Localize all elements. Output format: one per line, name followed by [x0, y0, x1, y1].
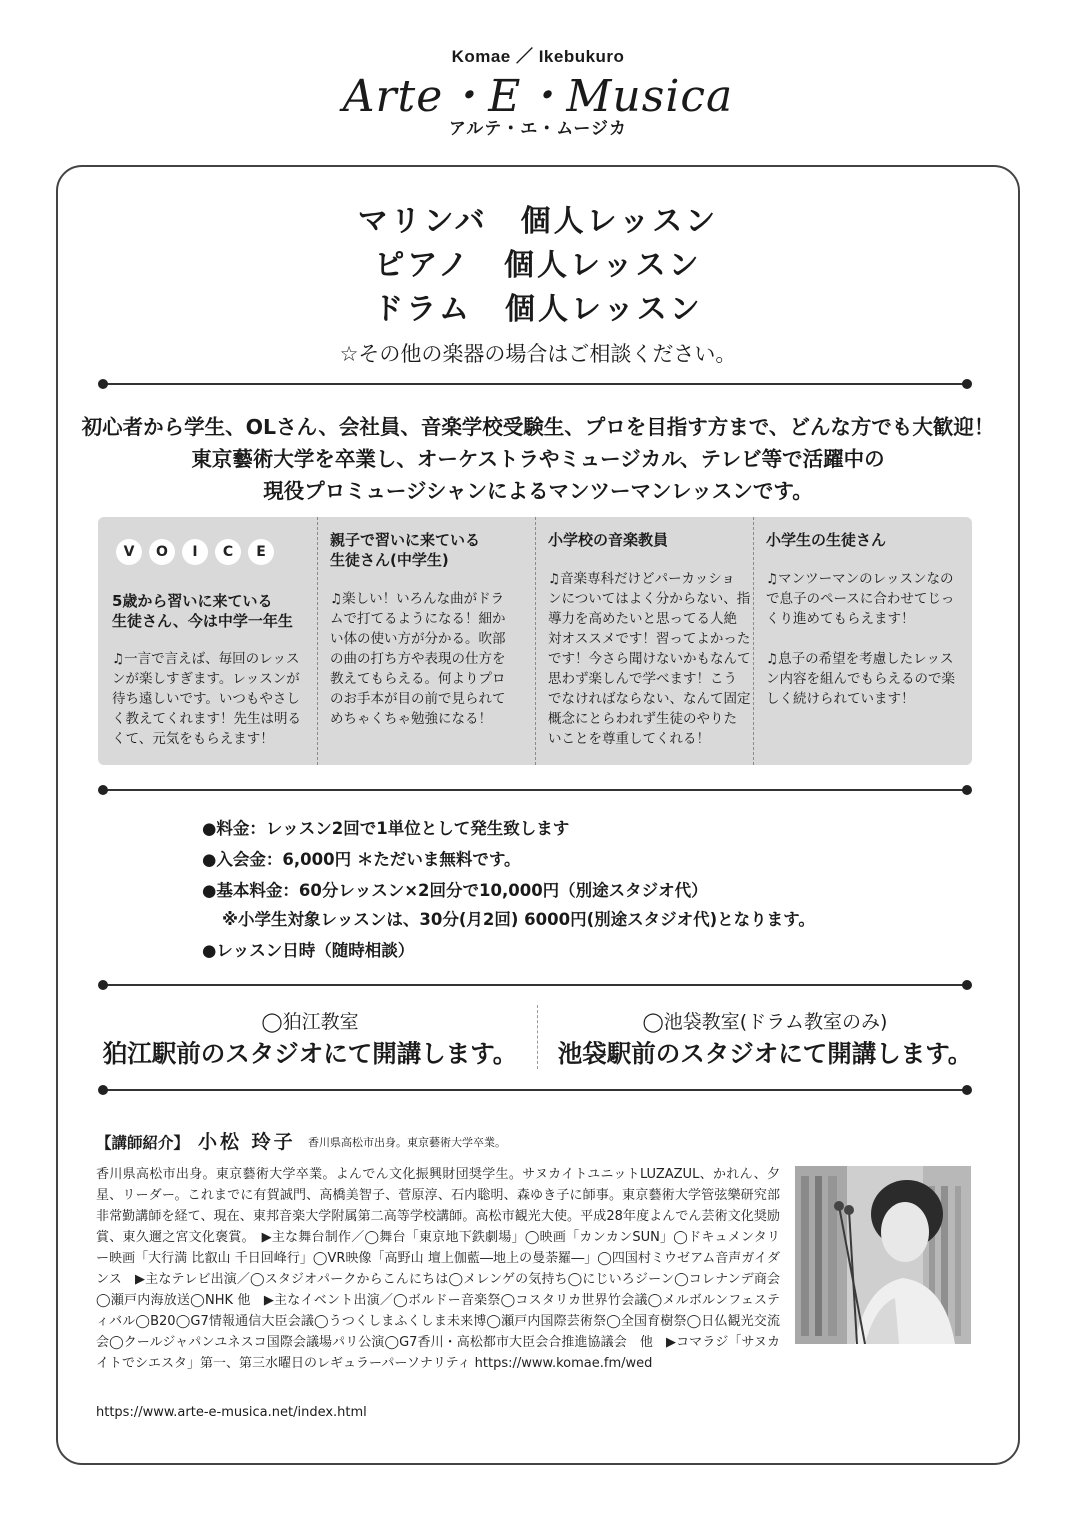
voice-text: ♫息子の希望を考慮したレッス: [766, 651, 954, 667]
other-instruments-note: ☆その他の楽器の場合はご相談ください。: [339, 342, 737, 366]
voice-text: で息子のペースに合わせてじっ: [766, 591, 955, 607]
voice-badge: E: [248, 539, 274, 565]
voice-text: 概念にとらわれず生徒のやりた: [548, 711, 737, 727]
voice-text: ♫音楽専科だけどパーカッショ: [548, 571, 735, 587]
voice-heading: 小学校の音楽教員: [548, 531, 669, 549]
intro-line-2: 東京藝術大学を卒業し、オーケストラやミュージカル、テレビ等で活躍中の: [191, 447, 885, 471]
voice-text: い体の使い方が分かる。吹部: [330, 631, 506, 647]
voice-badges: [116, 539, 281, 565]
divider: [98, 1084, 972, 1096]
voice-text: でなければならない、なんて固定: [548, 691, 751, 707]
instructor-name: 小松 玲子: [198, 1131, 296, 1153]
lesson-marimba: マリンバ 個人レッスン: [357, 204, 719, 239]
voice-text: です！今さら聞けないかもなんて: [548, 651, 751, 667]
ikebukuro-studio-info: 池袋駅前のスタジオにて開講します。: [557, 1039, 973, 1068]
voice-text: 待ち遠しいです。いつもやさし: [112, 691, 300, 707]
fee-basic: ●基本料金：60分レッスン×2回分で10,000円（別途スタジオ代）: [202, 881, 708, 900]
instructor-bio: 香川県高松市出身。東京藝術大学卒業。よんでん文化振興財団奨学生。サヌカイトユニットLUZAZUL、かれん、夕星、リーダー。これまでに有賀誠門、高橋美智子、菅原淳、石内聡明、森ゆき子に師事。東京藝術大学管弦樂研究部非常勤講師を経て、現在、東邦音楽大学附属第二高等学校講師。高松市観光大使。平成28年度よんでん芸術文化奨励賞、東久邇之宮文化褒賞。 ▶主な舞台制作／◯舞台「東京地下鉄劇場」◯映画「カンカンSUN」◯ドキュメンタリー映画「大行満 比叡山 千日回峰行」◯VR映像「高野山 壇上伽藍―地上の曼荼羅―」◯四国村ミウゼアム音声ガイダンス ▶主なテレビ出演／◯スタジオパークからこんにちは◯メレンゲの気持ち◯にじいろジーン◯コレナンデ商会◯瀬戸内海放送◯NHK 他 ▶主なイベント出演／◯ボルドー音楽祭◯コスタリカ世界竹会議◯メルボルンフェスティバル◯B20◯G7情報通信大臣会議◯うつくしまふくしま未来博◯瀬戸内国際芸術祭◯全国育樹祭◯日仏観光交流会◯クールジャパンユネスコ国際会議場パリ公演◯G7香川・高松都市大臣会合推進協議会 他 ▶コマラジ「サヌカイトでシエスタ」第一、第三水曜日のレギュラーパーソナリティ https://www.komae.fm/wed: [96, 1167, 780, 1371]
logo-kana: アルテ・エ・ムージカ: [448, 119, 628, 139]
voice-text: ン内容を組んでもらえるので楽: [766, 671, 955, 687]
voice-text: ♫楽しい！いろんな曲がドラ: [330, 591, 505, 607]
voice-panel: [98, 517, 972, 765]
voice-text: くり進めてもらえます！: [766, 611, 915, 627]
ikebukuro-studio-title: ◯池袋教室(ドラム教室のみ): [642, 1011, 888, 1033]
voice-text: ♫一言で言えば、毎回のレッス: [112, 651, 300, 667]
voice-text: ンが楽しすぎます。レッスンが: [112, 671, 300, 687]
divider: [98, 979, 972, 991]
logo-locations: Komae ／ Ikebukuro: [451, 47, 625, 66]
fee-unit: ●料金：レッスン2回で1単位として発生致します: [202, 819, 570, 838]
voice-text: ンについてはよく分からない、指: [548, 591, 751, 607]
voice-text: 思わず楽しんで学べます！こう: [548, 671, 737, 687]
voice-heading: 生徒さん(中学生): [330, 551, 449, 569]
voice-text: 導力を高めたいと思ってる人絶: [548, 611, 737, 627]
instructor-heading: 【講師紹介】: [96, 1134, 190, 1152]
lesson-piano: ピアノ 個人レッスン: [374, 248, 702, 283]
voice-text: いことを尊重してくれる！: [548, 731, 710, 747]
voice-column: [317, 517, 536, 765]
voice-badge: V: [116, 539, 142, 565]
voice-text: めちゃくちゃ勉強になる！: [330, 711, 492, 727]
voice-text: 教えてもらえる。何よりプロ: [330, 671, 506, 687]
instructor-origin: 香川県高松市出身。東京藝術大学卒業。: [308, 1136, 506, 1149]
voice-column: [535, 517, 754, 765]
voice-text: [766, 629, 955, 649]
website-link[interactable]: https://www.arte-e-musica.net/index.html: [96, 1405, 367, 1420]
voice-badge: I: [182, 539, 208, 565]
instructor-photo: [795, 1166, 971, 1344]
voice-text: くて、元気をもらえます！: [112, 731, 274, 747]
voice-badge: O: [149, 539, 175, 565]
voice-heading: 小学生の生徒さん: [766, 531, 887, 549]
fee-elementary-note: ※小学生対象レッスンは、30分(月2回) 6000円(別途スタジオ代)となります。: [222, 910, 815, 929]
voice-heading: 生徒さん、今は中学一年生: [112, 612, 293, 630]
komae-studio-title: ◯狛江教室: [261, 1011, 359, 1033]
divider: [98, 378, 972, 390]
divider: [98, 784, 972, 796]
logo: Arte・E・Musica: [342, 71, 734, 122]
komae-studio-info: 狛江駅前のスタジオにて開講します。: [102, 1039, 518, 1068]
fee-entrance: ●入会金：6,000円 ＊ただいま無料です。: [202, 850, 521, 869]
voice-heading: 親子で習いに来ている: [330, 531, 481, 549]
voice-text: ♫マンツーマンのレッスンなの: [766, 571, 954, 587]
voice-text: く教えてくれます！先生は明る: [112, 711, 301, 727]
voice-text: ムで打てるようになる！細か: [330, 611, 506, 627]
voice-column: [753, 517, 973, 765]
voice-badge: C: [215, 539, 241, 565]
voice-text: しく続けられています！: [766, 691, 915, 707]
lesson-schedule: ●レッスン日時（随時相談）: [202, 941, 415, 960]
voice-text: のお手本が目の前で見られて: [330, 691, 506, 707]
intro-line-3: 現役プロミュージシャンによるマンツーマンレッスンです。: [263, 479, 813, 503]
intro-line-1: 初心者から学生、OLさん、会社員、音楽学校受験生、プロを目指す方まで、どんな方でも大歓迎！: [81, 415, 995, 439]
voice-heading: 5歳から習いに来ている: [112, 592, 273, 610]
voice-text: 対オススメです！習ってよかった: [548, 631, 751, 647]
voice-column: [98, 517, 317, 765]
voice-text: の曲の打ち方や表現の仕方を: [330, 651, 506, 667]
lesson-drums: ドラム 個人レッスン: [373, 292, 703, 327]
